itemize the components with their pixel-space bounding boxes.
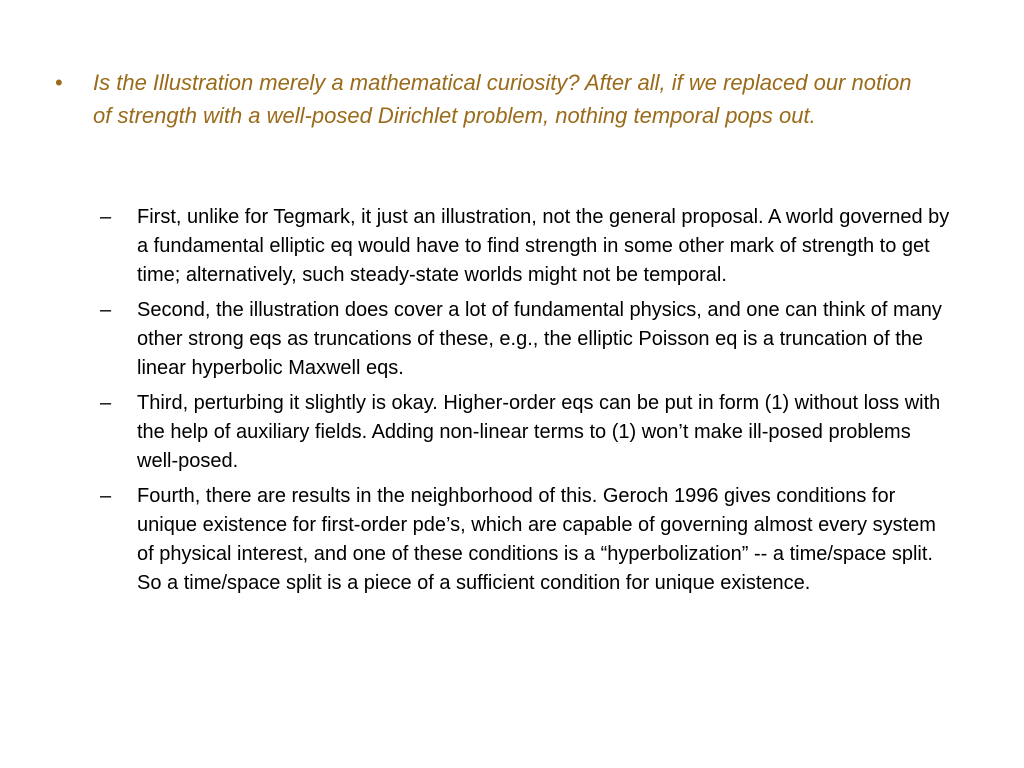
main-bullet (55, 66, 935, 132)
sub-bullet-text: Third, perturbing it slightly is okay. Higher-order eqs can be put in form (1) without loss with the help of auxiliary fields. Adding non-linear terms to (1) won’t make ill-posed problems well-posed. (137, 392, 941, 472)
sub-bullet-text: First, unlike for Tegmark, it just an illustration, not the general proposal. A world governed by a fundamental elliptic eq would have to find strength in some other mark of strength to get time; alternatively, such steady-state worlds might not be temporal. (137, 206, 950, 286)
dash-marker: – (100, 299, 112, 321)
dash-marker: – (100, 485, 112, 507)
sub-bullet-list (100, 203, 950, 604)
sub-bullet (100, 482, 950, 598)
sub-bullet (100, 296, 950, 383)
dash-marker: – (100, 392, 112, 414)
sub-bullet-text: Fourth, there are results in the neighborhood of this. Geroch 1996 gives conditions for unique existence for first-order pde’s, which are capable of governing almost every system of physical interest, and one of these conditions is a “hyperbolization” -- a time/space split. So a time/space split is a piece of a sufficient condition for unique existence. (137, 485, 936, 594)
sub-bullet (100, 389, 950, 476)
dash-marker: – (100, 206, 112, 228)
main-bullet-text: Is the Illustration merely a mathematical curiosity? After all, if we replaced our notion of strength with a well-posed Dirichlet problem, nothing temporal pops out. (93, 70, 912, 128)
sub-bullet (100, 203, 950, 290)
bullet-marker: • (55, 70, 63, 95)
sub-bullet-text: Second, the illustration does cover a lot of fundamental physics, and one can think of many other strong eqs as truncations of these, e.g., the elliptic Poisson eq is a truncation of the linear hyperbolic Maxwell eqs. (137, 299, 942, 379)
